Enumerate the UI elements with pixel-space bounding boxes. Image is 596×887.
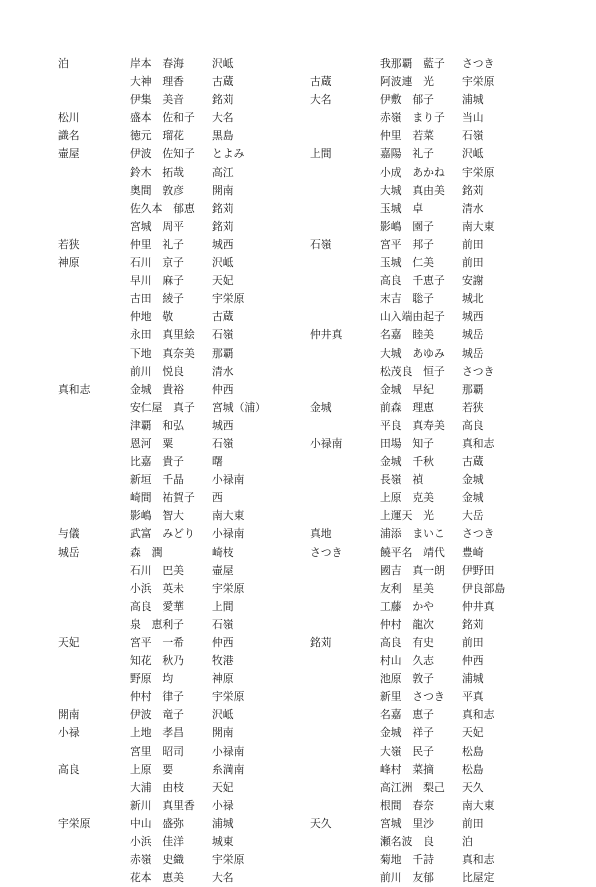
person-name: 影嶋 園子 [380,219,434,233]
person-name: 高江洲 梨己 [380,780,445,794]
person-name: 國吉 真一朗 [380,563,445,577]
school-name: 若狭 [58,237,80,251]
school-name: 神原 [58,256,80,270]
person-name: 石川 京子 [130,256,184,270]
person-name: 鈴木 拓哉 [130,165,184,179]
origin-school: 銘苅 [462,183,484,197]
person-name: 比嘉 貴子 [130,455,184,469]
school-name: 与儀 [58,527,80,541]
person-name: 瀬名波 良 [380,835,434,849]
person-name: 佐久本 郁恵 [130,201,195,215]
person-name: 高良 愛華 [130,599,184,613]
origin-school: 宇栄原 [212,853,245,867]
school-name: 銘苅 [310,636,332,649]
origin-school: 開南 [212,183,234,197]
person-name: 田場 知子 [380,436,434,450]
origin-school: 曙 [212,455,223,469]
person-name: 仲村 律子 [130,690,184,704]
origin-school: 宮城（浦） [212,400,266,414]
school-name: 泊 [58,57,69,70]
person-name: 阿波連 光 [380,75,434,89]
person-name: 高良 有史 [380,636,434,649]
person-name: 大城 あゆみ [380,346,445,360]
school-name: 古蔵 [310,75,332,89]
person-name: 宮平 一希 [130,636,184,649]
person-name: 嘉陽 礼子 [380,147,434,161]
origin-school: 沢岻 [212,708,234,722]
origin-school: 天妃 [212,780,234,794]
origin-school: 金城 [462,473,484,487]
origin-school: 石嶺 [212,328,234,342]
origin-school: 那覇 [462,382,484,396]
person-name: 名嘉 睦美 [380,328,434,342]
school-name: 金城 [310,400,332,414]
origin-school: 豊崎 [462,545,484,559]
origin-school: 南大東 [462,798,495,812]
person-name: 名嘉 恵子 [380,708,434,722]
person-name: 峰村 菜摘 [380,762,434,776]
school-name: 壷屋 [58,147,80,161]
person-name: 宮平 邦子 [380,237,434,251]
origin-school: 銘苅 [462,617,484,631]
person-name: 野原 均 [130,672,174,686]
person-name: 花本 恵美 [130,871,184,885]
origin-school: 金城 [462,491,484,505]
person-name: 上地 孝昌 [130,726,184,740]
origin-school: 糸満南 [212,762,245,776]
origin-school: 小禄南 [212,527,245,541]
person-name: 赤嶺 史織 [130,853,184,867]
origin-school: 銘苅 [212,201,234,215]
origin-school: 若狭 [462,400,484,414]
origin-school: 伊良部島 [462,581,506,595]
origin-school: さつき [462,364,495,378]
person-name: 大嶺 民子 [380,744,434,758]
person-name: 安仁屋 真子 [130,400,195,414]
school-name: 開南 [58,708,80,722]
person-name: 武富 みどり [130,527,195,541]
origin-school: 南大東 [462,219,495,233]
person-name: 徳元 瑠花 [130,129,184,143]
person-name: 小浜 佳洋 [130,835,184,849]
person-name: 工藤 かや [380,599,434,613]
origin-school: 宇栄原 [212,690,245,704]
origin-school: 浦城 [462,93,484,107]
origin-school: 石嶺 [462,129,484,143]
origin-school: 城岳 [462,328,484,342]
origin-school: 真和志 [462,853,495,867]
school-name: 仲井真 [310,328,343,342]
person-name: 大城 真由美 [380,183,445,197]
person-name: 仲村 龍次 [380,617,434,631]
origin-school: 宇栄原 [462,165,495,179]
origin-school: 浦城 [212,816,234,830]
origin-school: 当山 [462,111,484,125]
person-name: 根間 春奈 [380,798,434,812]
origin-school: 沢岻 [462,147,484,161]
origin-school: 真和志 [462,436,495,450]
person-name: 新垣 千晶 [130,473,184,487]
person-name: 玉城 仁美 [380,256,434,270]
origin-school: 前田 [462,816,484,830]
person-name: 大浦 由枝 [130,780,184,794]
origin-school: とよみ [212,147,245,161]
origin-school: 銘苅 [212,93,234,107]
person-name: 伊敷 郁子 [380,93,434,107]
origin-school: 宇栄原 [212,292,245,306]
person-name: 盛本 佐和子 [130,111,195,125]
origin-school: 安謝 [462,274,484,288]
person-name: 村山 久志 [380,654,434,668]
person-name: 伊波 竜子 [130,708,184,722]
origin-school: 城北 [462,292,484,306]
origin-school: 南大東 [212,509,245,523]
person-name: 奥間 敦彦 [130,183,184,197]
origin-school: 天妃 [212,274,234,288]
origin-school: 宇栄原 [462,75,495,89]
origin-school: 開南 [212,726,234,740]
origin-school: 沢岻 [212,57,234,70]
person-name: 上原 克美 [380,491,434,505]
person-name: 饒平名 靖代 [380,545,445,559]
origin-school: 小禄南 [212,473,245,487]
origin-school: 天妃 [462,726,484,740]
origin-school: 古蔵 [212,75,234,89]
person-name: 末吉 聡子 [380,292,434,306]
person-name: 前川 悦良 [130,364,184,378]
person-name: 仲地 敬 [130,310,174,324]
person-name: 友利 星美 [380,581,434,595]
person-name: 影嶋 智大 [130,509,184,523]
origin-school: 松島 [462,744,484,758]
origin-school: 比屋定 [462,871,495,885]
school-name: 松川 [58,111,80,125]
person-name: 小浜 英未 [130,581,184,595]
school-name: 天久 [310,816,332,830]
origin-school: 黒島 [212,129,234,143]
origin-school: 小禄 [212,798,234,812]
origin-school: 宇栄原 [212,581,245,595]
school-name: 高良 [58,762,80,776]
person-name: 前森 理恵 [380,400,434,414]
origin-school: 浦城 [462,672,484,686]
origin-school: 石嶺 [212,436,234,450]
origin-school: 天久 [462,780,484,794]
person-name: 我那覇 藍子 [380,57,445,70]
origin-school: 那覇 [212,346,234,360]
origin-school: 清水 [462,201,484,215]
origin-school: 小禄南 [212,744,245,758]
origin-school: 高江 [212,165,234,179]
school-name: 上間 [310,147,332,161]
person-name: 平良 真寿美 [380,418,445,432]
origin-school: さつき [462,527,495,541]
person-name: 森 潤 [130,545,163,559]
person-name: 泉 恵利子 [130,617,184,631]
person-name: 新里 さつき [380,690,445,704]
origin-school: 城東 [212,835,234,849]
person-name: 伊波 佐知子 [130,147,195,161]
person-name: 長嶺 禎 [380,473,424,487]
person-name: 玉城 卓 [380,201,424,215]
origin-school: 前田 [462,237,484,251]
person-name: 金城 祥子 [380,726,434,740]
school-name: 小禄南 [310,436,343,450]
school-name: 天妃 [58,636,80,649]
person-name: 前川 友郁 [380,871,434,885]
person-name: 仲里 礼子 [130,237,184,251]
person-name: 池原 敦子 [380,672,434,686]
person-name: 中山 盛弥 [130,816,184,830]
person-name: 金城 貴裕 [130,382,184,396]
person-name: 伊集 美音 [130,93,184,107]
origin-school: 平真 [462,690,484,704]
origin-school: 壷屋 [212,563,234,577]
origin-school: 城西 [212,237,234,251]
school-name: 宇栄原 [58,816,91,830]
school-name: さつき [310,545,343,559]
person-name: 知花 秋乃 [130,654,184,668]
origin-school: 前田 [462,636,484,649]
origin-school: 沢岻 [212,256,234,270]
origin-school: さつき [462,57,495,70]
person-name: 仲里 若菜 [380,129,434,143]
origin-school: 松島 [462,762,484,776]
origin-school: 城西 [212,418,234,432]
origin-school: 伊野田 [462,563,495,577]
person-name: 大神 理香 [130,75,184,89]
person-name: 崎間 祐賀子 [130,491,195,505]
origin-school: 仲西 [212,636,234,649]
person-name: 山入端由起子 [380,310,445,324]
school-name: 真和志 [58,382,91,396]
origin-school: 泊 [462,835,473,849]
person-name: 下地 真奈美 [130,346,195,360]
person-name: 早川 麻子 [130,274,184,288]
person-name: 宮城 里沙 [380,816,434,830]
origin-school: 銘苅 [212,219,234,233]
person-name: 松茂良 恒子 [380,364,445,378]
origin-school: 古蔵 [462,455,484,469]
origin-school: 上間 [212,599,234,613]
person-name: 石川 巴美 [130,563,184,577]
person-name: 岸本 春海 [130,57,184,70]
person-name: 上原 要 [130,762,174,776]
origin-school: 前田 [462,256,484,270]
school-name: 真地 [310,527,332,541]
person-name: 金城 千秋 [380,455,434,469]
person-name: 赤嶺 まり子 [380,111,445,125]
origin-school: 城岳 [462,346,484,360]
origin-school: 真和志 [462,708,495,722]
origin-school: 仲西 [212,382,234,396]
person-name: 上運天 光 [380,509,434,523]
origin-school: 大名 [212,871,234,885]
school-name: 大名 [310,93,332,107]
person-name: 宮里 昭司 [130,744,184,758]
origin-school: 古蔵 [212,310,234,324]
person-name: 宮城 周平 [130,219,184,233]
person-name: 金城 早紀 [380,382,434,396]
person-name: 小成 あかね [380,165,445,179]
school-name: 城岳 [58,545,80,559]
origin-school: 崎枝 [212,545,234,559]
school-name: 識名 [58,129,80,143]
school-name: 石嶺 [310,237,332,251]
person-name: 津覇 和弘 [130,418,184,432]
person-name: 菊地 千詩 [380,853,434,867]
origin-school: 西 [212,491,223,505]
origin-school: 清水 [212,364,234,378]
person-name: 恩河 粟 [130,436,174,450]
origin-school: 神原 [212,672,234,686]
origin-school: 仲井真 [462,599,495,613]
person-name: 永田 真里絵 [130,328,195,342]
origin-school: 石嶺 [212,617,234,631]
origin-school: 牧港 [212,654,234,668]
origin-school: 城西 [462,310,484,324]
person-name: 高良 千恵子 [380,274,445,288]
origin-school: 高良 [462,418,484,432]
origin-school: 仲西 [462,654,484,668]
person-name: 古田 綾子 [130,292,184,306]
person-name: 浦添 まいこ [380,527,445,541]
school-name: 小禄 [58,726,80,740]
origin-school: 大岳 [462,509,484,523]
origin-school: 大名 [212,111,234,125]
person-name: 新川 真里香 [130,798,195,812]
